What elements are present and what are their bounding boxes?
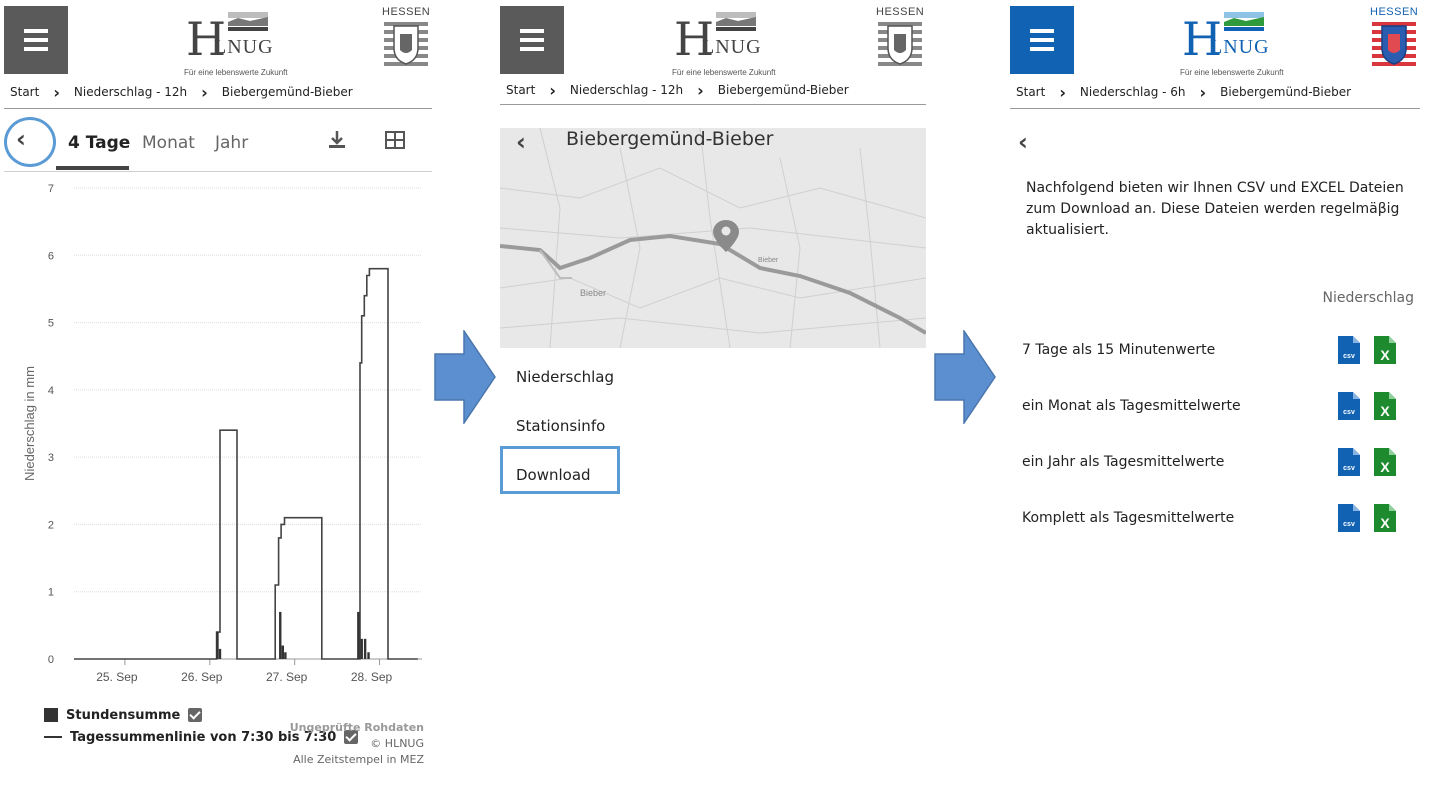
download-row — [1022, 388, 1420, 424]
excel-file-icon[interactable] — [1374, 504, 1396, 532]
hessen-logo[interactable] — [382, 6, 430, 76]
chart-panel — [4, 0, 432, 770]
column-header-niederschlag: Niederschlag — [1322, 290, 1414, 306]
csv-file-icon[interactable] — [1338, 336, 1360, 364]
y-tick-label: 7 — [47, 183, 54, 195]
logo-landscape-icon — [228, 12, 268, 34]
download-row-label: ein Jahr als Tagesmittelwerte — [1022, 454, 1225, 470]
logo-h: H — [674, 12, 715, 66]
raw-data-note: Ungeprüfte Rohdaten — [289, 721, 424, 734]
bar-stundensumme — [361, 639, 363, 659]
bar-stundensumme — [364, 639, 366, 659]
bar-swatch — [44, 708, 58, 722]
download-row — [1022, 444, 1420, 480]
menu-button[interactable] — [1010, 6, 1074, 74]
csv-text: csv — [1343, 521, 1355, 528]
hamburger-icon — [24, 29, 48, 51]
menu-item-stationsinfo[interactable]: Stationsinfo — [516, 416, 606, 435]
legend-bar-label: Stundensumme — [66, 707, 181, 723]
hessen-lion-icon — [384, 20, 428, 66]
station-map[interactable] — [500, 128, 926, 348]
active-tab-indicator — [56, 166, 129, 170]
back-highlight — [4, 117, 56, 167]
breadcrumb-niederschlag[interactable]: Niederschlag - 6h — [1079, 85, 1186, 99]
logo-lnug: LNUG — [1210, 36, 1270, 58]
breadcrumb-station[interactable]: Biebergemünd-Bieber — [1220, 85, 1352, 99]
download-row-label: Komplett als Tagesmittelwerte — [1022, 510, 1235, 526]
x-tick-label: 28. Sep — [350, 670, 393, 684]
menu-button[interactable] — [500, 6, 564, 74]
logo-lnug: LNUG — [214, 36, 274, 58]
flow-arrow-icon — [434, 330, 496, 424]
checkbox-stundensumme[interactable] — [188, 708, 202, 722]
precipitation-chart — [4, 176, 432, 696]
site-header — [1010, 0, 1420, 76]
y-tick-label: 0 — [47, 654, 54, 666]
hlnug-logo[interactable] — [672, 10, 782, 76]
copyright: © HLNUG — [370, 737, 424, 750]
download-row-label: 7 Tage als 15 Minutenwerte — [1022, 342, 1216, 358]
xls-text: X — [1380, 347, 1390, 363]
csv-file-icon[interactable] — [1338, 392, 1360, 420]
chevron-right-icon: › — [201, 82, 208, 102]
logo-slogan: Für eine lebenswerte Zukunft — [672, 68, 776, 77]
download-panel — [1010, 0, 1420, 560]
excel-file-icon[interactable] — [1374, 336, 1396, 364]
back-chevron-icon[interactable]: ‹ — [16, 125, 26, 153]
timezone-note: Alle Zeitstempel in MEZ — [293, 753, 424, 766]
hessen-lion-icon — [1372, 20, 1416, 66]
chevron-right-icon: › — [1199, 82, 1207, 102]
tab-monat[interactable]: Monat — [142, 133, 195, 153]
hessen-word: HESSEN — [1370, 6, 1419, 18]
back-chevron-icon[interactable]: ‹ — [1018, 128, 1028, 156]
csv-file-icon[interactable] — [1338, 448, 1360, 476]
logo-slogan: Für eine lebenswerte Zukunft — [1180, 68, 1284, 77]
site-header — [500, 0, 926, 76]
x-tick-label: 27. Sep — [265, 670, 308, 684]
map-graphic — [500, 128, 926, 348]
hessen-word: HESSEN — [382, 6, 431, 18]
chevron-right-icon: › — [549, 80, 556, 100]
bar-stundensumme — [367, 652, 369, 659]
site-header — [4, 0, 432, 76]
y-tick-label: 5 — [47, 317, 54, 330]
download-row — [1022, 332, 1420, 368]
period-tabs — [4, 109, 432, 172]
y-tick-label: 4 — [47, 384, 54, 397]
menu-button[interactable] — [4, 6, 68, 74]
series-line-tagessumme — [74, 269, 418, 659]
map-label-river: Bieber — [758, 257, 779, 264]
csv-text: csv — [1343, 353, 1355, 360]
download-row-label: ein Monat als Tagesmittelwerte — [1022, 398, 1241, 414]
chevron-right-icon: › — [53, 82, 60, 102]
hessen-logo[interactable] — [1370, 6, 1418, 76]
chevron-right-icon: › — [697, 80, 704, 100]
line-swatch — [44, 736, 62, 738]
hamburger-icon — [1030, 29, 1054, 51]
csv-text: csv — [1343, 465, 1355, 472]
excel-file-icon[interactable] — [1374, 392, 1396, 420]
y-axis-label: Niederschlag in mm — [22, 366, 37, 481]
table-icon[interactable] — [384, 129, 406, 151]
y-tick-label: 2 — [47, 519, 54, 532]
bar-stundensumme — [357, 612, 359, 659]
xls-text: X — [1380, 403, 1390, 419]
xls-text: X — [1380, 515, 1390, 531]
breadcrumb-niederschlag[interactable]: Niederschlag - 12h — [73, 85, 188, 99]
logo-h: H — [186, 12, 227, 66]
tab-jahr[interactable]: Jahr — [215, 133, 249, 153]
excel-file-icon[interactable] — [1374, 448, 1396, 476]
logo-landscape-icon — [1224, 12, 1264, 34]
back-chevron-icon[interactable]: ‹ — [516, 128, 526, 156]
chart-credits — [290, 720, 424, 768]
download-highlight — [500, 446, 620, 494]
breadcrumb-station[interactable]: Biebergemünd-Bieber — [717, 83, 849, 97]
legend-line-label: Tagessummenlinie von 7:30 bis 7:30 — [70, 729, 337, 745]
x-tick-label: 25. Sep — [96, 670, 138, 684]
csv-text: csv — [1343, 409, 1355, 416]
download-row — [1022, 500, 1420, 536]
menu-item-download[interactable]: Download — [516, 465, 591, 484]
bar-stundensumme — [219, 649, 221, 659]
breadcrumb-start[interactable]: Start — [1016, 85, 1046, 99]
tab-4-tage[interactable]: 4 Tage — [68, 133, 131, 153]
chart-svg — [4, 176, 432, 696]
download-intro: Nachfolgend bieten wir Ihnen CSV und EXCEL Dateien zum Download an. Diese Dateien werden regelmäβig aktualisiert. — [1026, 180, 1404, 238]
station-title: Biebergemünd-Bieber — [566, 128, 774, 150]
logo-slogan: Für eine lebenswerte Zukunft — [184, 68, 288, 77]
breadcrumb — [4, 76, 432, 109]
bar-stundensumme — [216, 632, 218, 659]
hamburger-icon — [520, 29, 544, 51]
hlnug-logo[interactable] — [184, 10, 294, 76]
xls-text: X — [1380, 459, 1390, 475]
logo-landscape-icon — [716, 12, 756, 34]
hlnug-logo[interactable] — [1180, 10, 1290, 76]
download-icon[interactable] — [326, 129, 348, 151]
station-panel — [500, 0, 926, 500]
breadcrumb-start[interactable]: Start — [10, 85, 40, 99]
logo-h: H — [1182, 12, 1223, 66]
bar-stundensumme — [279, 612, 281, 659]
bar-stundensumme — [284, 652, 286, 659]
bar-stundensumme — [282, 646, 284, 659]
flow-arrow-icon — [934, 330, 996, 424]
breadcrumb — [500, 76, 926, 105]
y-tick-label: 1 — [47, 586, 54, 599]
breadcrumb-start[interactable]: Start — [506, 83, 536, 97]
hessen-logo[interactable] — [876, 6, 924, 76]
hessen-lion-icon — [878, 20, 922, 66]
chevron-right-icon: › — [1059, 82, 1066, 102]
breadcrumb — [1010, 76, 1420, 109]
logo-lnug: LNUG — [702, 36, 762, 58]
hessen-word: HESSEN — [876, 6, 925, 18]
menu-item-niederschlag[interactable]: Niederschlag — [516, 367, 614, 386]
breadcrumb-station[interactable]: Biebergemünd-Bieber — [221, 85, 353, 99]
map-label-town: Bieber — [580, 288, 607, 298]
x-tick-label: 26. Sep — [181, 670, 223, 684]
y-tick-label: 6 — [47, 250, 54, 263]
csv-file-icon[interactable] — [1338, 504, 1360, 532]
breadcrumb-niederschlag[interactable]: Niederschlag - 12h — [569, 83, 684, 97]
y-tick-label: 3 — [47, 452, 54, 465]
